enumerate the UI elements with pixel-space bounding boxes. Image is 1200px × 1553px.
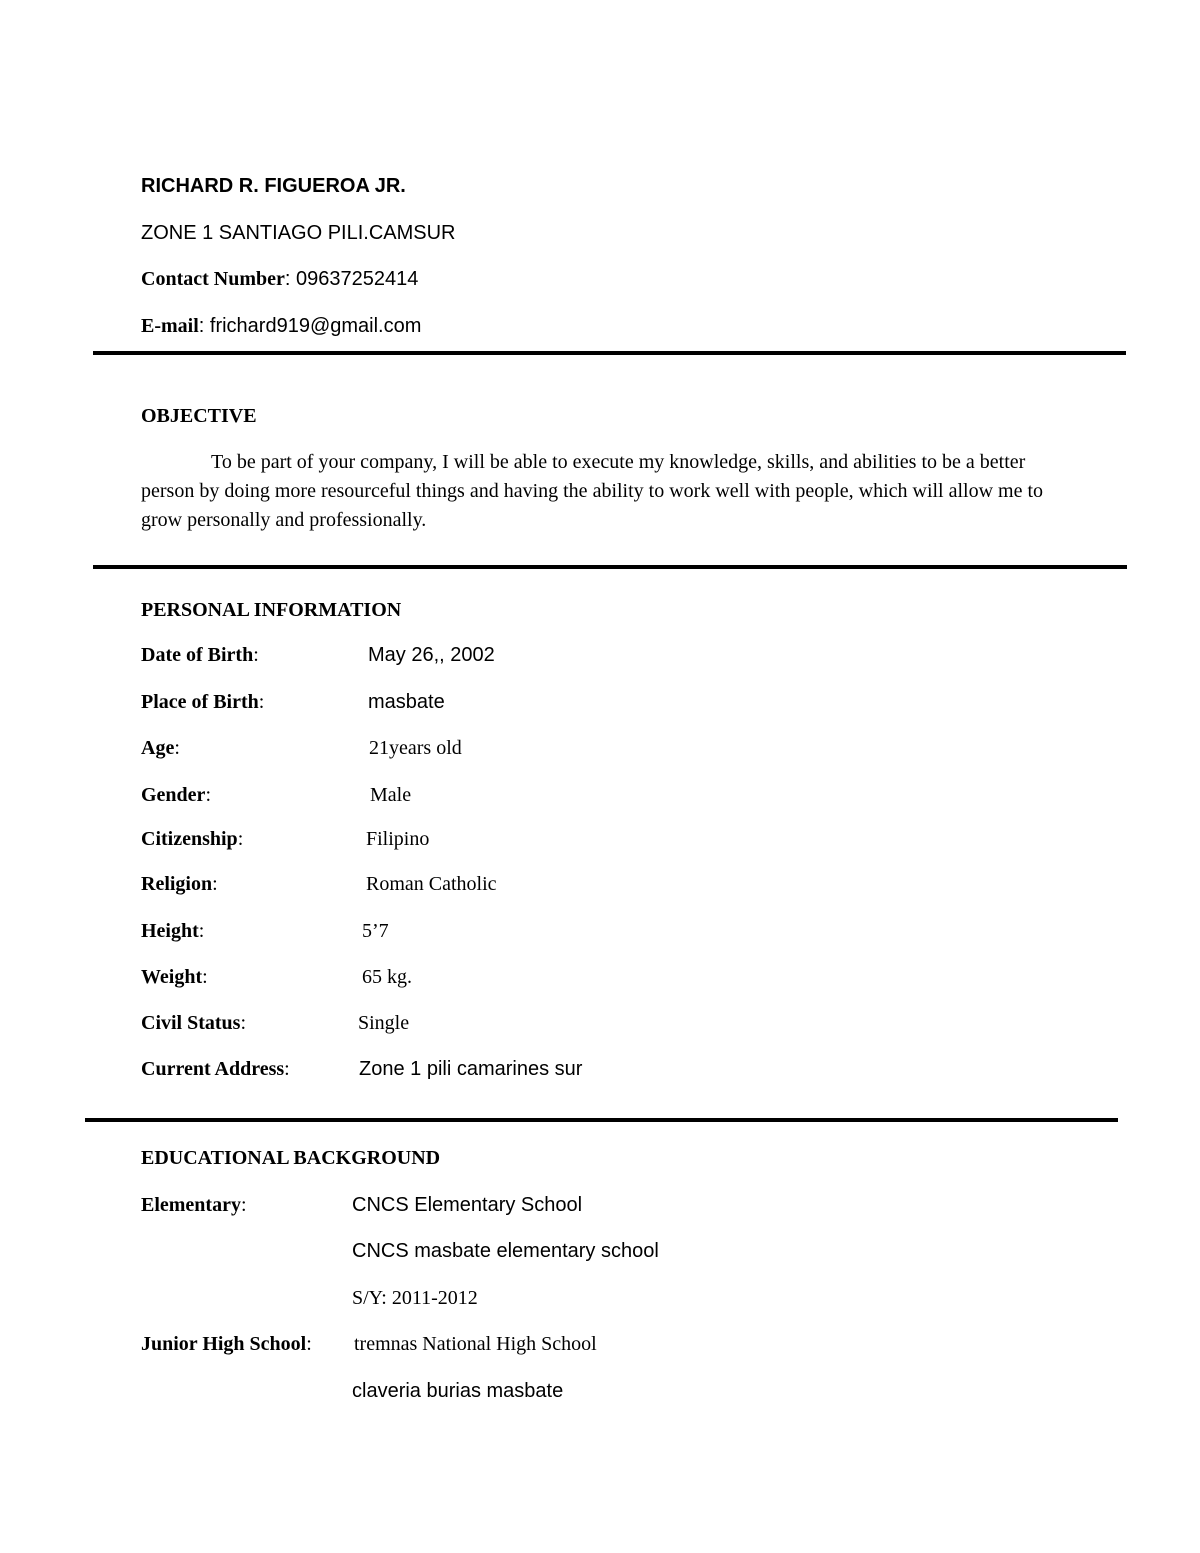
label-weight: Weight:: [141, 966, 208, 988]
divider: [93, 351, 1126, 355]
value-weight: 65 kg.: [362, 966, 412, 988]
value-citizenship: Filipino: [366, 828, 430, 850]
email-label: E-mail: [141, 315, 199, 337]
label-religion: Religion:: [141, 873, 218, 895]
label-gender: Gender:: [141, 784, 211, 806]
label-place-of-birth: Place of Birth:: [141, 691, 265, 713]
value-place-of-birth: masbate: [368, 691, 445, 713]
education-heading: EDUCATIONAL BACKGROUND: [141, 1147, 441, 1169]
value-date-of-birth: May 26,, 2002: [368, 644, 495, 666]
elementary-school-name: CNCS Elementary School: [352, 1194, 583, 1216]
contact-value: : 09637252414: [284, 268, 419, 290]
value-religion: Roman Catholic: [366, 873, 497, 895]
label-current-address: Current Address:: [141, 1058, 290, 1080]
value-age: 21years old: [369, 737, 462, 759]
label-date-of-birth: Date of Birth:: [141, 644, 259, 666]
label-citizenship: Citizenship:: [141, 828, 244, 850]
objective-text: To be part of your company, I will be able to execute my knowledge, skills, and abilities to be a better person by doing more resourceful things and having the ability to work well with people, which will allow me to grow personally and professionally.: [141, 451, 1044, 531]
jhs-school-location: claveria burias masbate: [352, 1380, 564, 1402]
jhs-school-name: tremnas National High School: [354, 1333, 597, 1355]
divider: [85, 1118, 1118, 1122]
label-junior-high-school: Junior High School:: [141, 1333, 312, 1355]
value-gender: Male: [370, 784, 412, 806]
value-height: 5’7: [362, 920, 389, 942]
divider: [93, 565, 1127, 569]
email: [141, 313, 421, 339]
elementary-school-year: S/Y: 2011-2012: [352, 1287, 478, 1309]
applicant-address: ZONE 1 SANTIAGO PILI.CAMSUR: [141, 222, 456, 244]
label-height: Height:: [141, 920, 205, 942]
elementary-school-location: CNCS masbate elementary school: [352, 1240, 659, 1262]
label-age: Age:: [141, 737, 180, 759]
objective-heading: OBJECTIVE: [141, 405, 257, 427]
personal-info-heading: PERSONAL INFORMATION: [141, 599, 402, 621]
label-civil-status: Civil Status:: [141, 1012, 247, 1034]
applicant-name: RICHARD R. FIGUEROA JR.: [141, 175, 406, 197]
contact-label: Contact Number: [141, 268, 285, 290]
value-civil-status: Single: [358, 1012, 410, 1034]
email-value: : frichard919@gmail.com: [198, 315, 422, 337]
contact-number: [141, 266, 418, 292]
value-current-address: Zone 1 pili camarines sur: [359, 1058, 583, 1080]
label-elementary: Elementary:: [141, 1194, 247, 1216]
